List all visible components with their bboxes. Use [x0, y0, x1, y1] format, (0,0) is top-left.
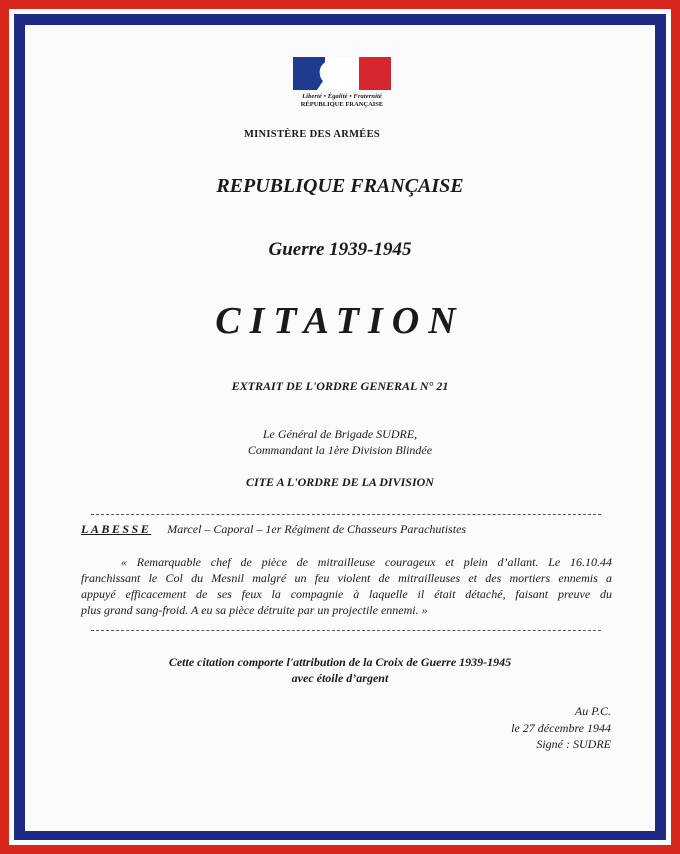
citation-level: CITE A L'ORDRE DE LA DIVISION [246, 475, 434, 489]
ministry-name: MINISTÈRE DES ARMÉES [243, 129, 381, 140]
award-line-2: avec étoile d’argent [291, 671, 389, 685]
order-extract: EXTRAIT DE L'ORDRE GENERAL N° 21 [231, 379, 449, 393]
marianne-profile-icon [309, 57, 359, 90]
war-period: Guerre 1939-1945 [268, 239, 412, 260]
citation-title: CITATION [215, 300, 465, 342]
award-line-1: Cette citation comporte l'attribution de la Croix de Guerre 1939-1945 [168, 655, 512, 669]
person-line [81, 522, 466, 537]
french-flag-icon [293, 57, 391, 90]
signature-signed: Signé : SUDRE [536, 737, 611, 751]
republic-name-small: RÉPUBLIQUE FRANÇAISE [300, 101, 384, 108]
republic-heading: REPUBLIQUE FRANÇAISE [216, 175, 464, 197]
issuer-line-1: Le Général de Brigade SUDRE, [262, 427, 418, 441]
citation-text [81, 554, 612, 618]
person-details: Marcel – Caporal – 1er Régiment de Chasseurs Parachutistes [167, 522, 467, 536]
citation-line-4: plus grand sang-froid. A eu sa pièce détruite par un projectile ennemi. » [81, 603, 428, 617]
signature-place: Au P.C. [574, 704, 611, 718]
signature-date: le 27 décembre 1944 [511, 721, 611, 735]
dashed-divider-bottom [91, 630, 601, 631]
citation-line-3: appuyé efficacement de ses feux la compagnie à laquelle il était détaché, faisant preuve du [81, 587, 612, 601]
person-surname: LABESSE [81, 522, 152, 536]
marianne-logo [293, 57, 393, 108]
issuer-line-2: Commandant la 1ère Division Blindée [247, 443, 433, 457]
dashed-divider-top [91, 514, 601, 515]
citation-line-2: franchissant le Col du Mesnil malgré un feu violent de mitrailleuses et des mortiers ennemis a [81, 571, 612, 585]
republic-motto: Liberté • Égalité • Fraternité [302, 93, 382, 100]
citation-line-1: « Remarquable chef de pièce de mitrailleuse courageux et plein d’allant. Le 16.10.44 [121, 555, 612, 569]
document-page [25, 25, 655, 831]
